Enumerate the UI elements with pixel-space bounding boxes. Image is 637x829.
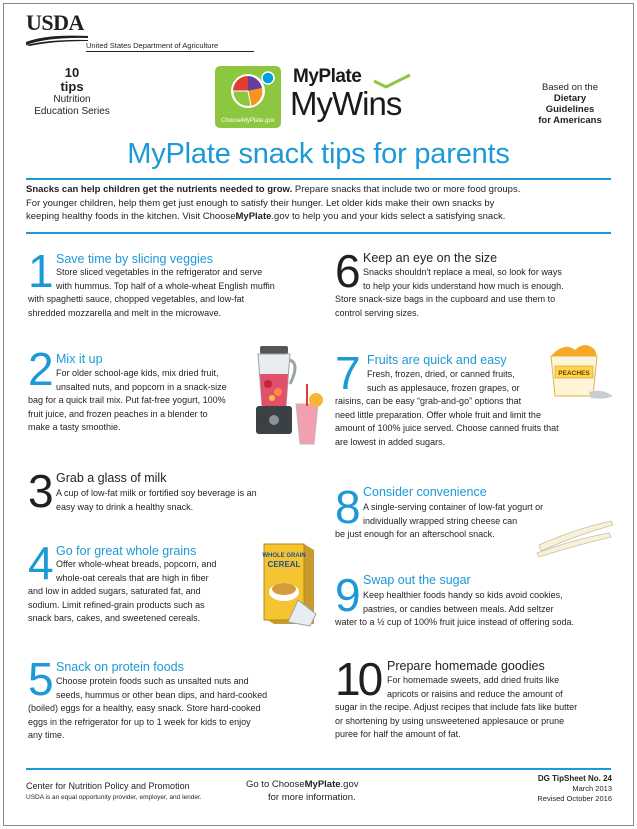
- footer-goto-a: Go to Choose: [246, 779, 305, 790]
- tip-body-line: with hummus. Top half of a whole-wheat English muffin: [56, 280, 275, 291]
- tip-body-line: and low in added sugars, saturated fat, and: [28, 586, 201, 596]
- footer-date: March 2013: [572, 784, 612, 793]
- footer-revised: Revised October 2016: [537, 794, 612, 803]
- tip-heading: Prepare homemade goodies: [387, 659, 545, 673]
- tip-body-line: need little preparation. Offer whole fruit and limit the: [335, 409, 541, 420]
- intro-divider: [26, 232, 611, 234]
- intro-myplate-bold: MyPlate: [235, 211, 272, 222]
- blender-smoothie-icon: [250, 344, 326, 449]
- page-title: MyPlate snack tips for parents: [127, 138, 510, 170]
- tip-9: [335, 569, 620, 632]
- tip-body-line: puree for half the amount of fat.: [335, 729, 461, 739]
- department-name: United States Department of Agriculture: [86, 41, 219, 50]
- tip-body-line: sodium. Limit refined-grain products such as: [28, 599, 205, 610]
- usda-logo-text: USDA: [26, 10, 84, 35]
- title-divider: [26, 178, 611, 180]
- tip-heading: Save time by slicing veggies: [56, 252, 214, 266]
- tip-10: [335, 653, 620, 756]
- tip-body-line: A single-serving container of low-fat yogurt or: [363, 502, 544, 512]
- tip-4: [28, 537, 268, 635]
- footer-goto-myplate: MyPlate: [304, 779, 341, 790]
- footer-tipsheet-info: [500, 774, 612, 804]
- tip-body-line: or shortening by using unsweetened applesauce or prune: [335, 715, 565, 726]
- tip-body-line: unsalted nuts, and popcorn in a snack-size: [56, 381, 227, 392]
- footer-tipsheet-number: DG TipSheet No. 24: [537, 774, 612, 783]
- tip-heading: Snack on protein foods: [56, 660, 184, 674]
- intro-line-3a: keeping healthy foods in the kitchen. Visit Choose: [26, 211, 236, 222]
- tip-body-line: bag for a quick trail mix. Put fat-free yogurt, 100%: [28, 395, 226, 405]
- usda-swoosh-icon: [26, 32, 88, 46]
- tip-body-line: snack bars, cakes, and sweetened cereals.: [28, 613, 201, 623]
- tips-word: tips: [60, 79, 84, 94]
- cereal-box-icon: [258, 540, 322, 628]
- tip-body-line: apricots or raisins and reduce the amount of: [387, 688, 563, 699]
- tip-body-line: water to a ½ cup of 100% fruit juice instead of offering soda.: [335, 617, 574, 627]
- header-divider: [86, 51, 254, 52]
- usda-logo: [26, 12, 88, 34]
- tip-body-line: Offer whole-wheat breads, popcorn, and: [56, 559, 217, 569]
- tip-body-line: Keep healthier foods handy so kids avoid cookies,: [363, 590, 563, 600]
- tip-6: [335, 245, 620, 328]
- tip-body-line: For older school-age kids, mix dried fruit,: [56, 368, 219, 378]
- tip-body-line: make a tasty smoothie.: [28, 422, 121, 432]
- footer-divider: [26, 768, 611, 770]
- tip-5: [28, 653, 318, 756]
- tip-body-line: Choose protein foods such as unsalted nuts and: [56, 676, 249, 686]
- dietary-guidelines-note: [520, 82, 620, 126]
- tip-heading: Swap out the sugar: [363, 573, 471, 587]
- myplate-icon-caption: ChooseMyPlate.gov: [221, 118, 275, 124]
- cereal-box-line-2: CEREAL: [267, 560, 301, 569]
- tip-body-line: individually wrapped string cheese can: [363, 515, 518, 526]
- tip-number: 1: [28, 245, 51, 297]
- cereal-box-line-1: WHOLE GRAIN: [262, 553, 306, 559]
- footer-goto-c: .gov: [340, 779, 359, 790]
- string-cheese-icon: [535, 515, 615, 557]
- series-line-1: Nutrition: [53, 94, 91, 105]
- tip-number: 6: [335, 245, 358, 297]
- tip-number: 10: [335, 653, 381, 705]
- fruit-cup-icon: [545, 340, 615, 402]
- based-on-line: Based on the: [542, 82, 598, 93]
- tip-number: 3: [28, 465, 51, 517]
- tip-body-line: whole-oat cereals that are high in fiber: [56, 572, 209, 583]
- tip-body-line: For homemade sweets, add dried fruits like: [387, 675, 560, 685]
- tip-body-line: to help your kids understand how much is enough.: [363, 280, 564, 291]
- based-on-guidelines: Guidelines: [545, 104, 595, 115]
- intro-bold: Snacks can help children get the nutrients needed to grow.: [26, 184, 293, 195]
- intro-paragraph: [26, 183, 614, 224]
- intro-line-2: For younger children, help them get just enough to satisfy their hunger. Let older kids make their own snacks by: [26, 197, 495, 209]
- footer-goto-link[interactable]: [246, 779, 359, 790]
- footer-center-name: Center for Nutrition Policy and Promotion: [26, 781, 190, 791]
- tip-body-line: such as applesauce, frozen grapes, or: [367, 382, 520, 393]
- tip-body-line: A cup of low-fat milk or fortified soy beverage is an: [56, 488, 257, 498]
- tip-body-line: with spaghetti sauce, chopped vegetables, and low-fat: [28, 294, 245, 304]
- footer-more-info: for more information.: [268, 792, 356, 803]
- tips-series-block: [24, 66, 120, 118]
- myplate-title: MyPlate: [293, 66, 362, 87]
- tip-number: 8: [335, 481, 358, 533]
- tip-body-line: control serving sizes.: [335, 307, 420, 318]
- mywins-title: MyWins: [290, 85, 402, 122]
- based-on-dietary: Dietary: [553, 93, 587, 104]
- tip-body-line: (boiled) eggs for a healthy, easy snack. Store hard-cooked: [28, 703, 261, 713]
- tip-number: 2: [28, 343, 51, 395]
- myplate-logo-icon: [215, 66, 281, 128]
- tip-heading: Mix it up: [56, 352, 103, 366]
- based-on-americans: for Americans: [538, 115, 602, 126]
- tip-body-line: any time.: [28, 730, 65, 740]
- tip-number: 5: [28, 653, 51, 705]
- tip-body-line: raisins, can be easy “grab-and-go” options that: [335, 396, 522, 406]
- tip-heading: Consider convenience: [363, 485, 487, 499]
- tip-body-line: fruit juice, and frozen peaches in a blender to: [28, 408, 208, 419]
- fruit-cup-label: PEACHES: [558, 370, 590, 377]
- series-line-2: Education Series: [34, 106, 110, 117]
- tip-heading: Grab a glass of milk: [56, 471, 167, 485]
- intro-rest: Prepare snacks that include two or more food groups.: [292, 184, 521, 195]
- tips-number: 10: [64, 65, 80, 80]
- tip-heading: Keep an eye on the size: [363, 251, 498, 265]
- tip-number: 7: [335, 347, 358, 399]
- tip-body-line: Store snack-size bags in the cupboard and use them to: [335, 294, 556, 304]
- footer-disclaimer: USDA is an equal opportunity provider, employer, and lender.: [26, 794, 202, 801]
- tip-heading: Fruits are quick and easy: [367, 353, 507, 367]
- tip-number: 9: [335, 569, 358, 621]
- intro-line-3c: .gov to help you and your kids select a satisfying snack.: [271, 211, 506, 222]
- tip-body-line: shredded mozzarella and melt in the microwave.: [28, 307, 222, 318]
- tip-1: [28, 245, 318, 328]
- tip-body-line: sugar in the recipe. Adjust recipes that include fats like butter: [335, 702, 578, 712]
- tip-body-line: be just enough for an afterschool snack.: [335, 529, 495, 539]
- tip-heading: Go for great whole grains: [56, 544, 197, 558]
- tip-body-line: eggs in the refrigerator for up to 1 week for kids to enjoy: [28, 716, 251, 727]
- tip-body-line: Store sliced vegetables in the refrigerator and serve: [56, 267, 263, 277]
- tip-body-line: easy way to drink a healthy snack.: [56, 501, 194, 512]
- tip-number: 4: [28, 537, 51, 589]
- tip-body-line: Fresh, frozen, dried, or canned fruits,: [367, 369, 515, 379]
- tip-body-line: seeds, hummus or other bean dips, and hard-cooked: [56, 689, 268, 700]
- tip-body-line: pastries, or candies between meals. Add seltzer: [363, 603, 554, 614]
- tip-body-line: amount of 100% juice served. Choose canned fruits that: [335, 423, 559, 433]
- tip-body-line: Snacks shouldn't replace a meal, so look for ways: [363, 267, 562, 277]
- tip-body-line: are lowest in added sugars.: [335, 436, 446, 447]
- tip-3: [28, 465, 318, 518]
